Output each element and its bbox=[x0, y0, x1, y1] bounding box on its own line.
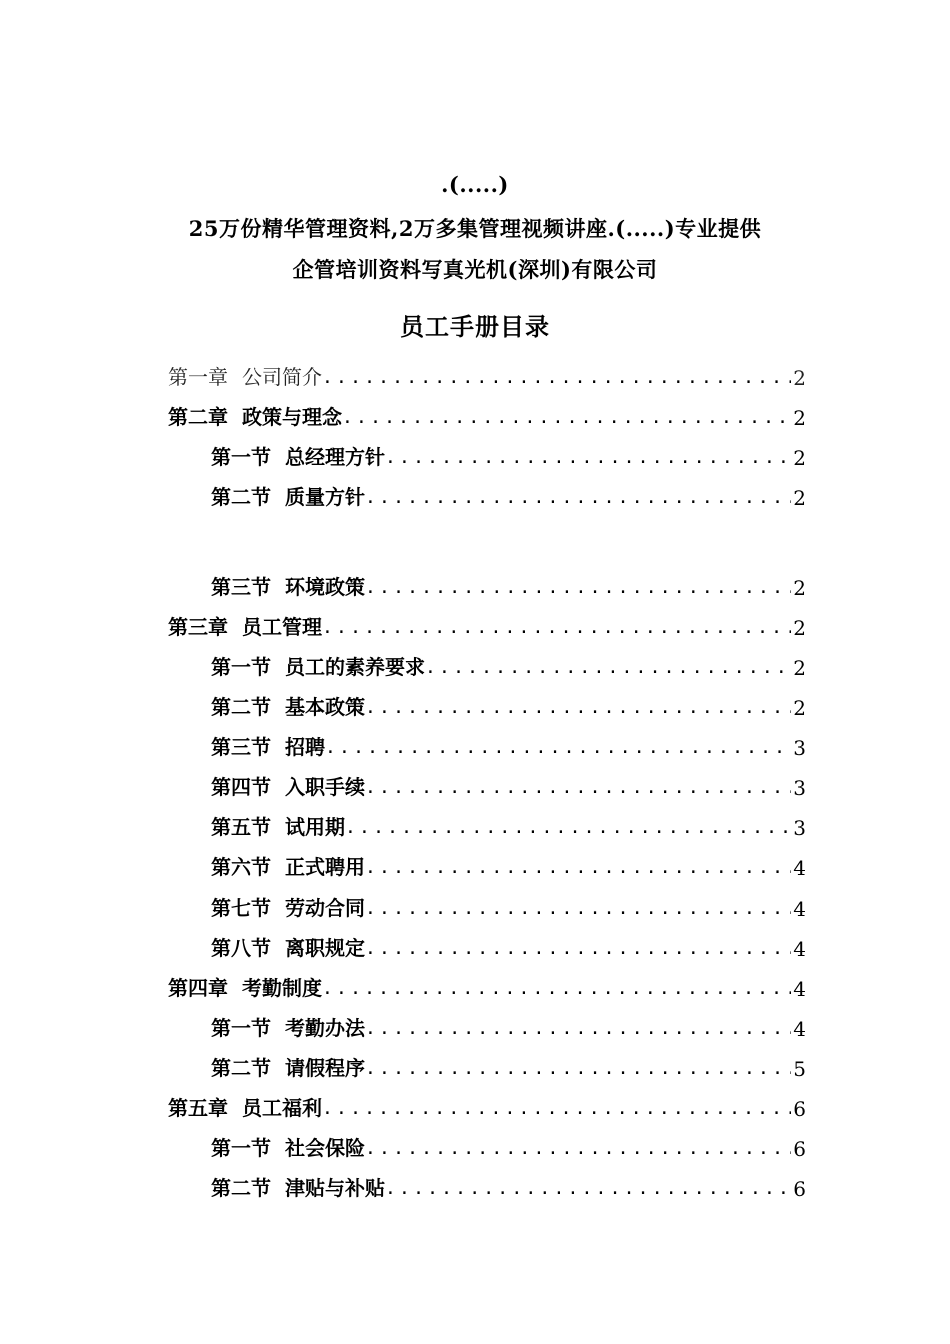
toc-leader-dots bbox=[325, 738, 791, 760]
toc-chapter-entry[interactable] bbox=[168, 400, 806, 430]
toc-chapter-entry[interactable] bbox=[168, 610, 806, 640]
header-line-1: .(.....) bbox=[441, 172, 509, 197]
toc-entry-label bbox=[168, 361, 322, 390]
toc-page-number: 6 bbox=[793, 1137, 806, 1161]
toc-page-number: 4 bbox=[793, 897, 806, 921]
toc-leader-dots bbox=[365, 899, 791, 921]
toc-page-number: 2 bbox=[793, 656, 806, 680]
toc-entry-number: 第六节 bbox=[211, 855, 271, 879]
toc-leader-dots bbox=[365, 698, 791, 720]
toc-entry-label bbox=[211, 1052, 365, 1081]
toc-section-entry[interactable] bbox=[211, 891, 806, 921]
toc-entry-label bbox=[168, 972, 322, 1001]
toc-page-number: 2 bbox=[793, 406, 806, 430]
toc-page-number: 3 bbox=[793, 776, 806, 800]
toc-page-number: 2 bbox=[793, 576, 806, 600]
toc-section-entry[interactable] bbox=[211, 570, 806, 600]
toc-leader-dots bbox=[322, 1099, 791, 1121]
toc-entry-label bbox=[211, 1012, 365, 1041]
toc-chapter-entry[interactable] bbox=[168, 360, 806, 390]
toc-entry-number: 第二节 bbox=[211, 695, 271, 719]
toc-entry-number: 第五节 bbox=[211, 815, 271, 839]
toc-entry-label bbox=[211, 771, 365, 800]
toc-page-number: 2 bbox=[793, 446, 806, 470]
toc-entry-label bbox=[211, 1172, 385, 1201]
toc-entry-number: 第三章 bbox=[168, 615, 228, 639]
toc-entry-number: 第二节 bbox=[211, 485, 271, 509]
toc-section-entry[interactable] bbox=[211, 770, 806, 800]
toc-page-number: 2 bbox=[793, 616, 806, 640]
toc-page-number: 6 bbox=[793, 1097, 806, 1121]
toc-entry-text: 公司简介 bbox=[242, 365, 322, 389]
toc-entry-text: 劳动合同 bbox=[285, 896, 365, 920]
toc-page-number: 2 bbox=[793, 696, 806, 720]
toc-entry-number: 第一节 bbox=[211, 1136, 271, 1160]
toc-section-entry[interactable] bbox=[211, 650, 806, 680]
toc-section-entry[interactable] bbox=[211, 1011, 806, 1041]
toc-entry-label bbox=[211, 651, 425, 680]
toc-entry-label bbox=[211, 691, 365, 720]
toc-leader-dots bbox=[365, 939, 791, 961]
toc-page-number: 4 bbox=[793, 977, 806, 1001]
toc-page-number: 3 bbox=[793, 816, 806, 840]
toc-chapter-entry[interactable] bbox=[168, 1091, 806, 1121]
toc-page-number: 4 bbox=[793, 1017, 806, 1041]
toc-entry-text: 考勤制度 bbox=[242, 976, 322, 1000]
toc-entry-number: 第一节 bbox=[211, 655, 271, 679]
header-line-3: 企管培训资料写真光机(深圳)有限公司 bbox=[292, 257, 658, 282]
toc-entry-label bbox=[211, 1132, 365, 1161]
toc-entry-label bbox=[168, 1092, 322, 1121]
toc-section-entry[interactable] bbox=[211, 1131, 806, 1161]
toc-entry-text: 员工福利 bbox=[242, 1096, 322, 1120]
toc-page-number: 3 bbox=[793, 736, 806, 760]
toc-entry-label bbox=[211, 811, 345, 840]
toc-entry-label bbox=[211, 571, 365, 600]
toc-section-entry[interactable] bbox=[211, 931, 806, 961]
toc-page-number: 6 bbox=[793, 1177, 806, 1201]
toc-entry-text: 考勤办法 bbox=[285, 1016, 365, 1040]
toc-entry-number: 第二节 bbox=[211, 1056, 271, 1080]
toc-entry-label bbox=[168, 611, 322, 640]
toc-entry-number: 第三节 bbox=[211, 735, 271, 759]
toc-section-entry[interactable] bbox=[211, 850, 806, 880]
toc-entry-text: 员工管理 bbox=[242, 615, 322, 639]
toc-entry-number: 第四节 bbox=[211, 775, 271, 799]
toc-page-number: 2 bbox=[793, 366, 806, 390]
toc-entry-label bbox=[211, 932, 365, 961]
toc-leader-dots bbox=[365, 578, 791, 600]
toc-section-entry[interactable] bbox=[211, 810, 806, 840]
toc-title: 员工手册目录 bbox=[400, 312, 550, 341]
toc-leader-dots bbox=[385, 448, 791, 470]
toc-chapter-entry[interactable] bbox=[168, 971, 806, 1001]
toc-leader-dots bbox=[365, 488, 791, 510]
toc-leader-dots bbox=[342, 408, 791, 430]
toc-leader-dots bbox=[322, 979, 791, 1001]
toc-leader-dots bbox=[365, 1019, 791, 1041]
toc-entry-number: 第一节 bbox=[211, 1016, 271, 1040]
toc-entry-number: 第八节 bbox=[211, 936, 271, 960]
toc-leader-dots bbox=[365, 1059, 791, 1081]
toc-entry-label bbox=[211, 731, 325, 760]
toc-leader-dots bbox=[345, 818, 791, 840]
toc-section-entry[interactable] bbox=[211, 440, 806, 470]
toc-entry-number: 第一章 bbox=[168, 365, 228, 389]
toc-page-number: 5 bbox=[793, 1057, 806, 1081]
toc-entry-text: 总经理方针 bbox=[285, 445, 385, 469]
toc-leader-dots bbox=[322, 368, 791, 390]
toc-leader-dots bbox=[425, 658, 791, 680]
toc-leader-dots bbox=[365, 1139, 791, 1161]
toc-entry-number: 第四章 bbox=[168, 976, 228, 1000]
toc-entry-label bbox=[211, 892, 365, 921]
toc-entry-text: 离职规定 bbox=[285, 936, 365, 960]
toc-entry-text: 员工的素养要求 bbox=[285, 655, 425, 679]
toc-entry-text: 质量方针 bbox=[285, 485, 365, 509]
toc-entry-number: 第二章 bbox=[168, 405, 228, 429]
toc-entry-label bbox=[211, 851, 365, 880]
toc-entry-text: 正式聘用 bbox=[285, 855, 365, 879]
toc-section-entry[interactable] bbox=[211, 1171, 806, 1201]
toc-entry-text: 试用期 bbox=[285, 815, 345, 839]
toc-entry-text: 基本政策 bbox=[285, 695, 365, 719]
toc-entry-number: 第一节 bbox=[211, 445, 271, 469]
toc-leader-dots bbox=[365, 858, 791, 880]
toc-entry-text: 政策与理念 bbox=[242, 405, 342, 429]
toc-entry-number: 第七节 bbox=[211, 896, 271, 920]
toc-entry-number: 第三节 bbox=[211, 575, 271, 599]
toc-section-entry[interactable] bbox=[211, 690, 806, 720]
toc-section-entry[interactable] bbox=[211, 480, 806, 510]
toc-entry-label bbox=[211, 441, 385, 470]
toc-entry-text: 入职手续 bbox=[285, 775, 365, 799]
toc-entry-text: 津贴与补贴 bbox=[285, 1176, 385, 1200]
toc-entry-number: 第五章 bbox=[168, 1096, 228, 1120]
toc-leader-dots bbox=[385, 1179, 791, 1201]
toc-page-number: 4 bbox=[793, 937, 806, 961]
toc-entry-text: 社会保险 bbox=[285, 1136, 365, 1160]
toc-page-number: 2 bbox=[793, 486, 806, 510]
toc-entry-text: 环境政策 bbox=[285, 575, 365, 599]
toc-section-entry[interactable] bbox=[211, 730, 806, 760]
toc-entry-text: 招聘 bbox=[285, 735, 325, 759]
toc-entry-label bbox=[168, 401, 342, 430]
toc-entry-number: 第二节 bbox=[211, 1176, 271, 1200]
toc-page-number: 4 bbox=[793, 856, 806, 880]
toc-entry-text: 请假程序 bbox=[285, 1056, 365, 1080]
toc-section-entry[interactable] bbox=[211, 1051, 806, 1081]
toc-entry-label bbox=[211, 481, 365, 510]
header-line-2: 25万份精华管理资料,2万多集管理视频讲座.(.....)专业提供 bbox=[188, 216, 762, 241]
toc-leader-dots bbox=[322, 618, 791, 640]
toc-leader-dots bbox=[365, 778, 791, 800]
